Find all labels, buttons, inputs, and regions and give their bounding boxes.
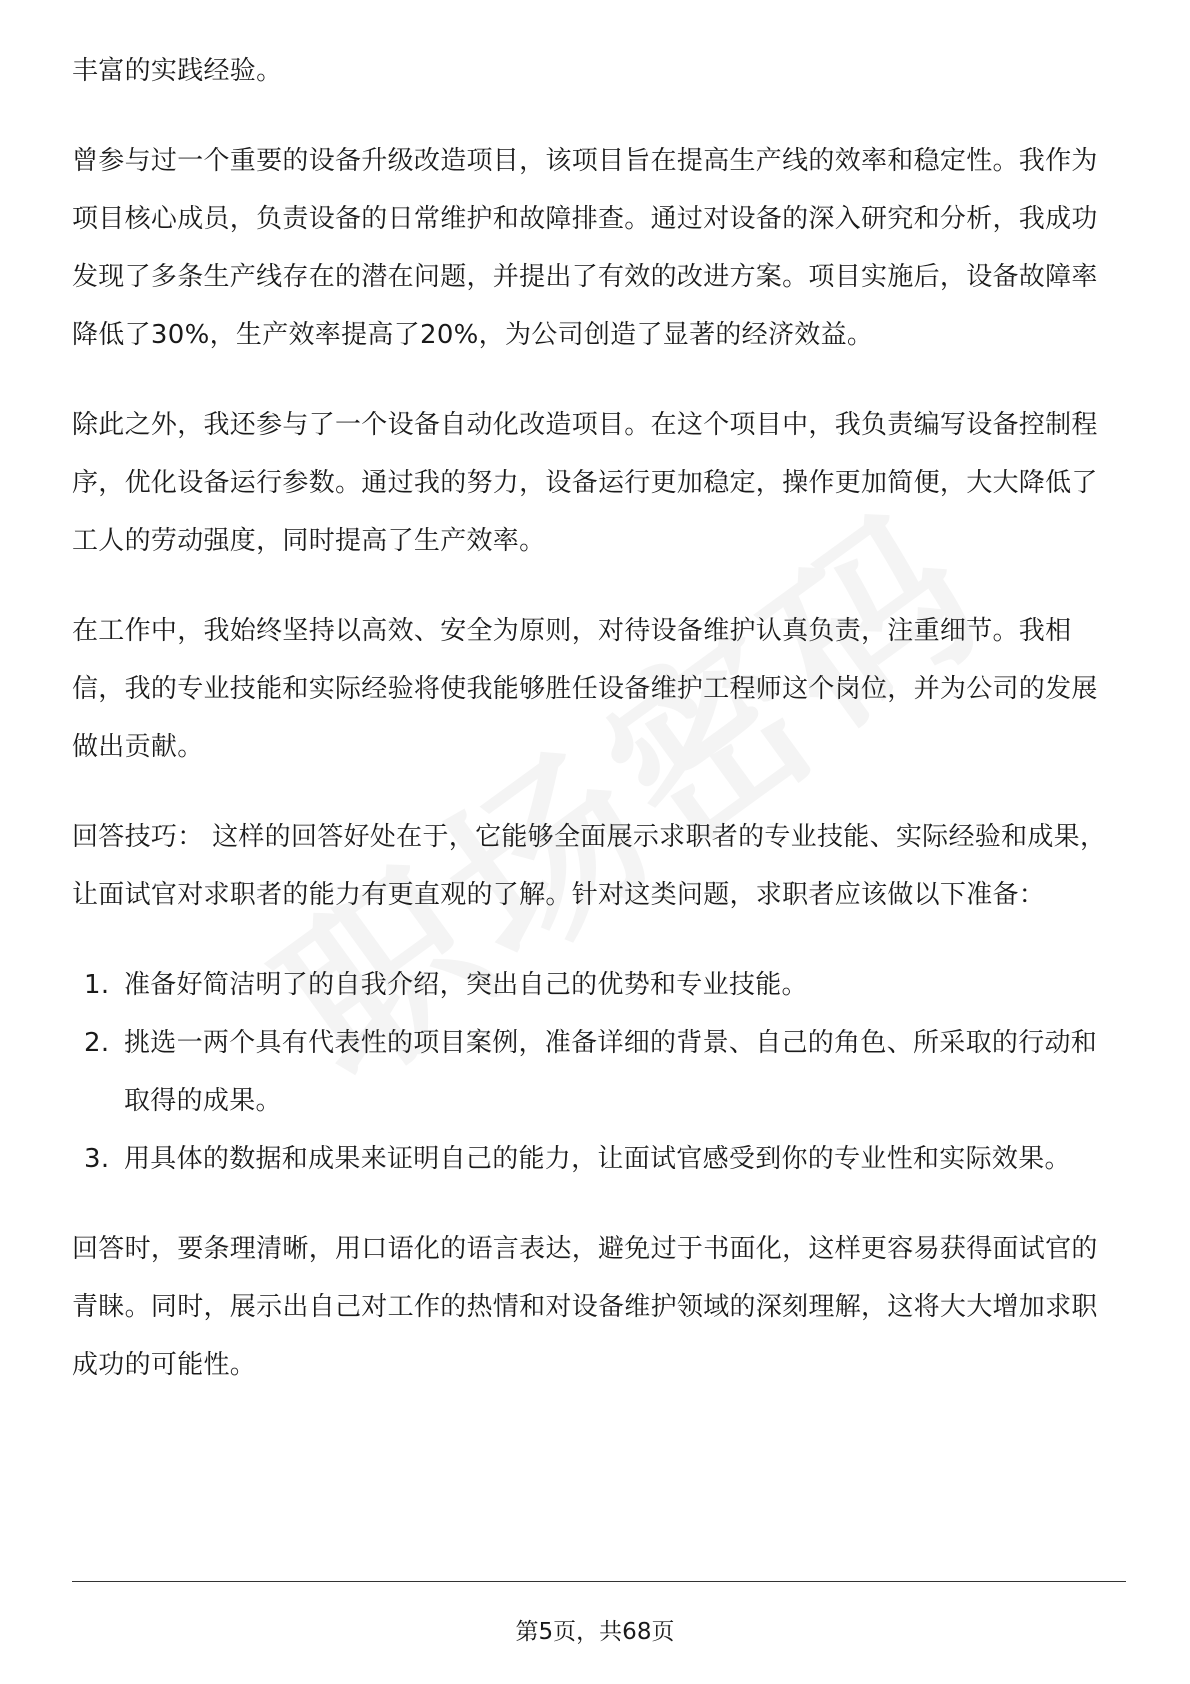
paragraph-answer-tips: 回答技巧： 这样的回答好处在于，它能够全面展示求职者的专业技能、实际经验和成果，让面试官对求职者的能力有更直观的了解。针对这类问题，求职者应该做以下准备： — [72, 822, 1107, 910]
paragraph-work-attitude: 在工作中，我始终坚持以高效、安全为原则，对待设备维护认真负责，注重细节。我相信，我的专业技能和实际经验将使我能够胜任设备维护工程师这个岗位，并为公司的发展做出贡献。 — [72, 616, 1098, 762]
list-item-text: 准备好简洁明了的自我介绍，突出自己的优势和专业技能。 — [124, 970, 808, 1000]
list-item-number: 3. — [84, 1144, 110, 1174]
list-item — [72, 956, 1122, 1014]
paragraph-continuation: 丰富的实践经验。 — [72, 56, 283, 86]
list-item-text: 挑选一两个具有代表性的项目案例，准备详细的背景、自己的角色、所采取的行动和取得的成果。 — [124, 1028, 1098, 1116]
tips-list — [72, 956, 1122, 1188]
list-item — [72, 1130, 1122, 1188]
list-item-text: 用具体的数据和成果来证明自己的能力，让面试官感受到你的专业性和实际效果。 — [124, 1144, 1071, 1174]
list-item-number: 2. — [84, 1028, 110, 1058]
paragraph-automation-project: 除此之外，我还参与了一个设备自动化改造项目。在这个项目中，我负责编写设备控制程序，优化设备运行参数。通过我的努力，设备运行更加稳定，操作更加简便，大大降低了工人的劳动强度，同时提高了生产效率。 — [72, 410, 1098, 556]
list-item — [72, 1014, 1122, 1130]
footer-divider — [72, 1581, 1126, 1582]
paragraph-closing: 回答时，要条理清晰，用口语化的语言表达，避免过于书面化，这样更容易获得面试官的青睐。同时，展示出自己对工作的热情和对设备维护领域的深刻理解，这将大大增加求职成功的可能性。 — [72, 1234, 1098, 1380]
page-number: 第5页，共68页 — [515, 1619, 675, 1645]
paragraph-upgrade-project: 曾参与过一个重要的设备升级改造项目，该项目旨在提高生产线的效率和稳定性。我作为项目核心成员，负责设备的日常维护和故障排查。通过对设备的深入研究和分析，我成功发现了多条生产线存在的潜在问题，并提出了有效的改进方案。项目实施后，设备故障率降低了30%，生产效率提高了20%，为公司创造了显著的经济效益。 — [72, 146, 1098, 350]
list-item-number: 1. — [84, 970, 110, 1000]
page-content — [72, 42, 1122, 1426]
